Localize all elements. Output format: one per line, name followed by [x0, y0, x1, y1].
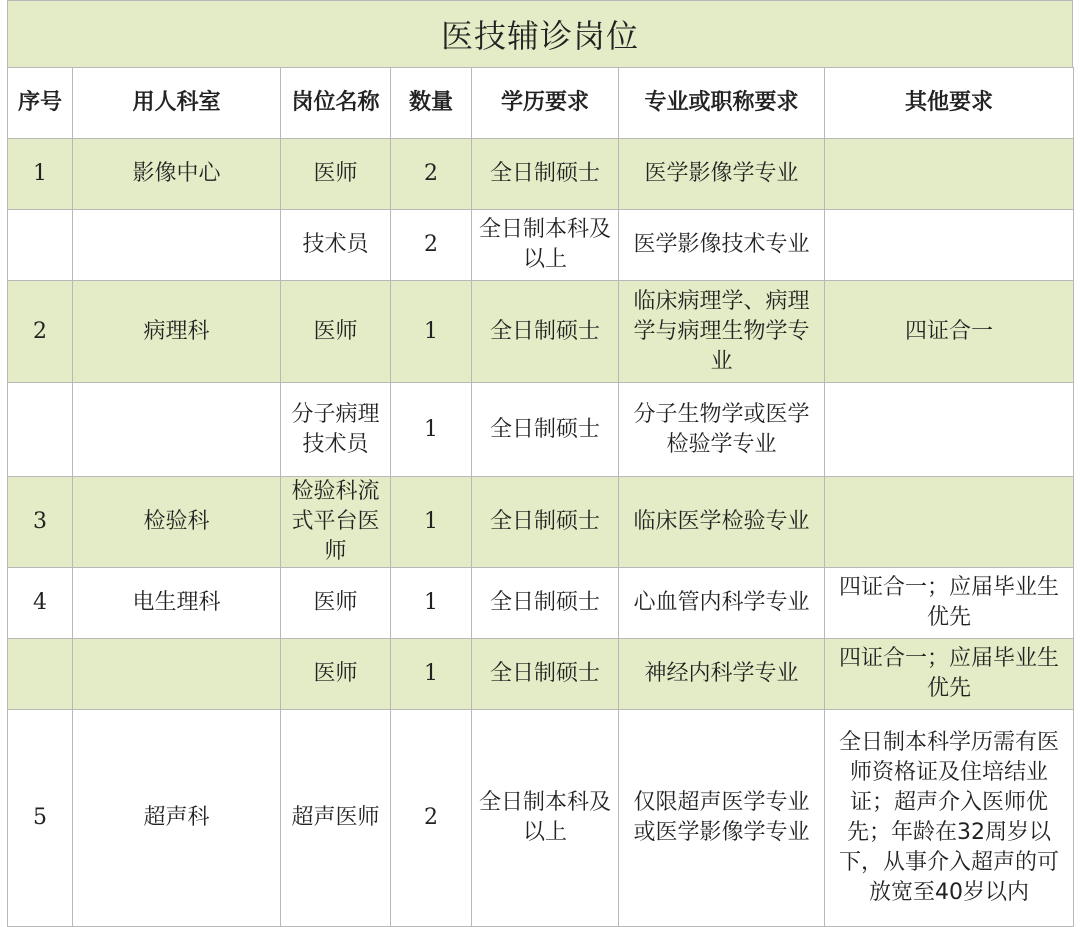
cell-count: 2 [391, 710, 472, 927]
cell-other: 四证合一；应届毕业生优先 [825, 568, 1074, 639]
table-row [8, 281, 1074, 383]
cell-seq [8, 210, 73, 281]
header-position: 岗位名称 [281, 68, 391, 139]
cell-seq [8, 383, 73, 477]
cell-major: 临床病理学、病理学与病理生物学专业 [619, 281, 825, 383]
cell-dept: 病理科 [73, 281, 281, 383]
cell-education: 全日制硕士 [472, 568, 619, 639]
table-title-bar [7, 0, 1073, 68]
table-row [8, 710, 1074, 927]
table-row [8, 139, 1074, 210]
cell-dept [73, 383, 281, 477]
cell-seq: 4 [8, 568, 73, 639]
cell-count: 2 [391, 139, 472, 210]
cell-position: 分子病理技术员 [281, 383, 391, 477]
cell-position: 医师 [281, 281, 391, 383]
cell-seq: 2 [8, 281, 73, 383]
cell-major: 心血管内科学专业 [619, 568, 825, 639]
cell-dept [73, 210, 281, 281]
cell-count: 1 [391, 639, 472, 710]
cell-education: 全日制本科及以上 [472, 210, 619, 281]
header-other: 其他要求 [825, 68, 1074, 139]
cell-education: 全日制硕士 [472, 477, 619, 568]
job-table [7, 67, 1074, 927]
cell-dept [73, 639, 281, 710]
cell-count: 2 [391, 210, 472, 281]
cell-position: 检验科流式平台医师 [281, 477, 391, 568]
cell-count: 1 [391, 477, 472, 568]
header-count: 数量 [391, 68, 472, 139]
cell-major: 分子生物学或医学检验学专业 [619, 383, 825, 477]
cell-education: 全日制硕士 [472, 639, 619, 710]
job-table-frame [7, 0, 1073, 906]
cell-position: 医师 [281, 639, 391, 710]
cell-dept: 超声科 [73, 710, 281, 927]
cell-education: 全日制硕士 [472, 383, 619, 477]
table-row [8, 477, 1074, 568]
cell-major: 临床医学检验专业 [619, 477, 825, 568]
cell-dept: 电生理科 [73, 568, 281, 639]
table-title: 医技辅诊岗位 [440, 17, 639, 55]
cell-other [825, 210, 1074, 281]
cell-seq [8, 639, 73, 710]
cell-count: 1 [391, 281, 472, 383]
cell-position: 医师 [281, 139, 391, 210]
cell-position: 技术员 [281, 210, 391, 281]
cell-seq: 5 [8, 710, 73, 927]
header-row [8, 68, 1074, 139]
cell-major: 仅限超声医学专业或医学影像学专业 [619, 710, 825, 927]
header-seq: 序号 [8, 68, 73, 139]
header-education: 学历要求 [472, 68, 619, 139]
cell-major: 医学影像技术专业 [619, 210, 825, 281]
cell-other [825, 477, 1074, 568]
table-row [8, 210, 1074, 281]
cell-count: 1 [391, 383, 472, 477]
cell-major: 神经内科学专业 [619, 639, 825, 710]
cell-major: 医学影像学专业 [619, 139, 825, 210]
cell-education: 全日制硕士 [472, 139, 619, 210]
cell-dept: 检验科 [73, 477, 281, 568]
cell-seq: 3 [8, 477, 73, 568]
cell-other [825, 139, 1074, 210]
cell-education: 全日制硕士 [472, 281, 619, 383]
cell-dept: 影像中心 [73, 139, 281, 210]
table-row [8, 568, 1074, 639]
cell-other: 全日制本科学历需有医师资格证及住培结业证；超声介入医师优先；年龄在32周岁以下，从事介入超声的可放宽至40岁以内 [825, 710, 1074, 927]
cell-position: 医师 [281, 568, 391, 639]
cell-count: 1 [391, 568, 472, 639]
header-major: 专业或职称要求 [619, 68, 825, 139]
cell-seq: 1 [8, 139, 73, 210]
cell-education: 全日制本科及以上 [472, 710, 619, 927]
table-row [8, 383, 1074, 477]
cell-other [825, 383, 1074, 477]
cell-other: 四证合一 [825, 281, 1074, 383]
table-row [8, 639, 1074, 710]
cell-other: 四证合一；应届毕业生优先 [825, 639, 1074, 710]
header-dept: 用人科室 [73, 68, 281, 139]
cell-position: 超声医师 [281, 710, 391, 927]
